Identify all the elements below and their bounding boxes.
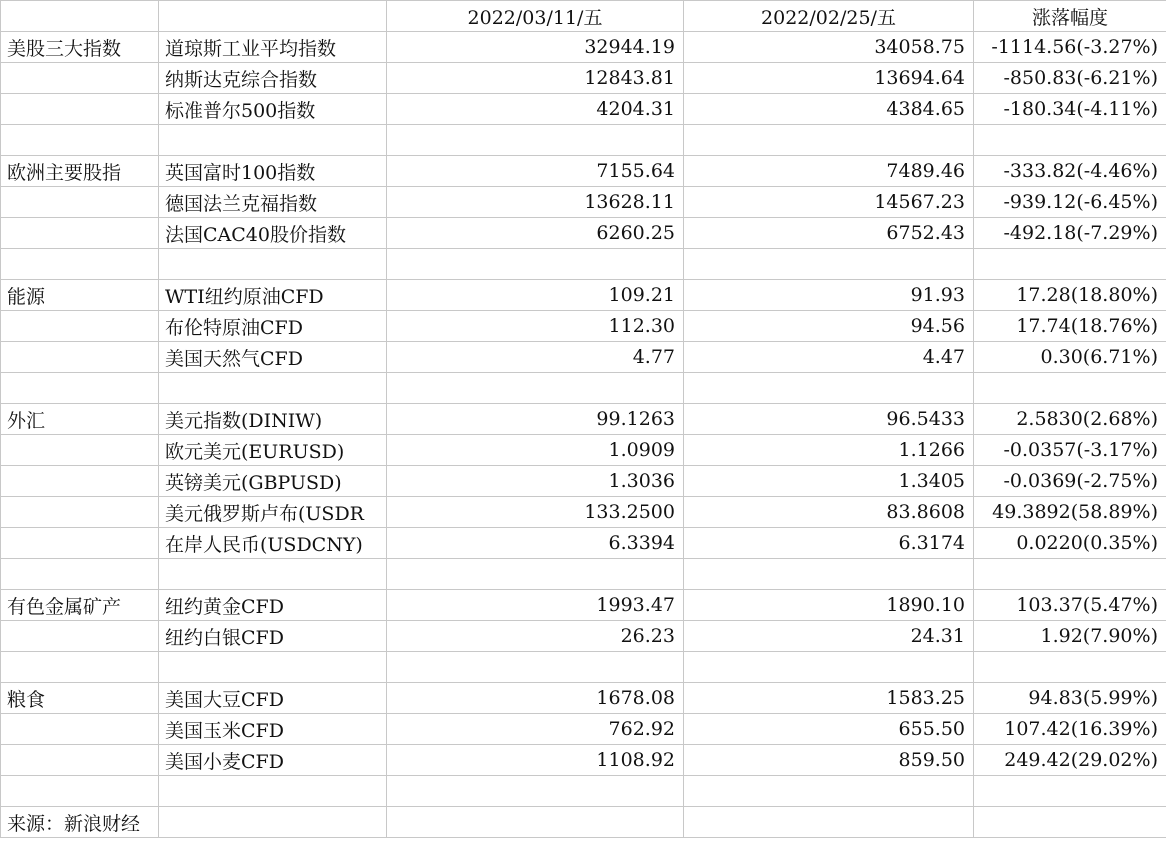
instrument-name: 德国法兰克福指数 xyxy=(159,187,387,218)
empty-cell xyxy=(684,373,974,404)
value-current: 1993.47 xyxy=(387,590,684,621)
table-row xyxy=(1,32,1166,63)
category-cell-empty xyxy=(1,311,159,342)
value-current: 1678.08 xyxy=(387,683,684,714)
table-row xyxy=(1,528,1166,559)
value-current: 109.21 xyxy=(387,280,684,311)
value-change: 2.5830(2.68%) xyxy=(974,404,1166,435)
empty-cell xyxy=(159,559,387,590)
spacer-row xyxy=(1,249,1166,280)
header-date-previous: 2022/02/25/五 xyxy=(684,1,974,32)
category-cell-empty xyxy=(1,94,159,125)
empty-cell xyxy=(1,249,159,280)
value-previous: 94.56 xyxy=(684,311,974,342)
footer-row xyxy=(1,807,1166,838)
value-current: 112.30 xyxy=(387,311,684,342)
empty-cell xyxy=(684,652,974,683)
empty-cell xyxy=(159,652,387,683)
instrument-name: 美国天然气CFD xyxy=(159,342,387,373)
empty-cell xyxy=(387,776,684,807)
instrument-name: 纽约黄金CFD xyxy=(159,590,387,621)
table-row xyxy=(1,187,1166,218)
empty-cell xyxy=(684,249,974,280)
empty-cell xyxy=(1,125,159,156)
instrument-name: 美元指数(DINIW) xyxy=(159,404,387,435)
category-cell: 欧洲主要股指 xyxy=(1,156,159,187)
empty-cell xyxy=(1,652,159,683)
value-current: 26.23 xyxy=(387,621,684,652)
empty-cell xyxy=(387,652,684,683)
instrument-name: 美元俄罗斯卢布(USDR xyxy=(159,497,387,528)
instrument-name: 英国富时100指数 xyxy=(159,156,387,187)
value-current: 133.2500 xyxy=(387,497,684,528)
value-previous: 6752.43 xyxy=(684,218,974,249)
spacer-row xyxy=(1,652,1166,683)
empty-cell xyxy=(159,125,387,156)
category-cell-empty xyxy=(1,497,159,528)
instrument-name: 纳斯达克综合指数 xyxy=(159,63,387,94)
empty-cell xyxy=(159,776,387,807)
value-previous: 91.93 xyxy=(684,280,974,311)
value-change: 17.74(18.76%) xyxy=(974,311,1166,342)
table-row xyxy=(1,435,1166,466)
value-current: 762.92 xyxy=(387,714,684,745)
value-previous: 6.3174 xyxy=(684,528,974,559)
empty-cell xyxy=(974,807,1166,838)
table-row xyxy=(1,745,1166,776)
empty-cell xyxy=(159,373,387,404)
value-change: -850.83(-6.21%) xyxy=(974,63,1166,94)
value-change: -939.12(-6.45%) xyxy=(974,187,1166,218)
instrument-name: 英镑美元(GBPUSD) xyxy=(159,466,387,497)
table-row xyxy=(1,342,1166,373)
category-cell: 外汇 xyxy=(1,404,159,435)
value-change: 0.0220(0.35%) xyxy=(974,528,1166,559)
value-current: 1.3036 xyxy=(387,466,684,497)
value-change: -0.0357(-3.17%) xyxy=(974,435,1166,466)
category-cell: 有色金属矿产 xyxy=(1,590,159,621)
spacer-row xyxy=(1,125,1166,156)
value-previous: 4384.65 xyxy=(684,94,974,125)
header-category-cell xyxy=(1,1,159,32)
category-cell-empty xyxy=(1,63,159,94)
value-previous: 83.8608 xyxy=(684,497,974,528)
empty-cell xyxy=(974,776,1166,807)
category-cell-empty xyxy=(1,466,159,497)
empty-cell xyxy=(684,807,974,838)
table-body xyxy=(1,1,1166,838)
value-previous: 7489.46 xyxy=(684,156,974,187)
empty-cell xyxy=(159,807,387,838)
table-row xyxy=(1,311,1166,342)
value-current: 32944.19 xyxy=(387,32,684,63)
empty-cell xyxy=(684,776,974,807)
value-previous: 14567.23 xyxy=(684,187,974,218)
instrument-name: 美国玉米CFD xyxy=(159,714,387,745)
value-change: 107.42(16.39%) xyxy=(974,714,1166,745)
instrument-name: 法国CAC40股价指数 xyxy=(159,218,387,249)
value-change: 49.3892(58.89%) xyxy=(974,497,1166,528)
value-change: -0.0369(-2.75%) xyxy=(974,466,1166,497)
value-previous: 1.1266 xyxy=(684,435,974,466)
value-change: 0.30(6.71%) xyxy=(974,342,1166,373)
value-current: 1108.92 xyxy=(387,745,684,776)
source-note: 来源：新浪财经 xyxy=(1,807,159,838)
header-name-cell xyxy=(159,1,387,32)
instrument-name: 布伦特原油CFD xyxy=(159,311,387,342)
spacer-row xyxy=(1,776,1166,807)
value-previous: 655.50 xyxy=(684,714,974,745)
value-previous: 1890.10 xyxy=(684,590,974,621)
value-change: -1114.56(-3.27%) xyxy=(974,32,1166,63)
category-cell-empty xyxy=(1,435,159,466)
table-row xyxy=(1,156,1166,187)
value-change: -333.82(-4.46%) xyxy=(974,156,1166,187)
table-row xyxy=(1,590,1166,621)
table-row xyxy=(1,621,1166,652)
value-change: -180.34(-4.11%) xyxy=(974,94,1166,125)
category-cell: 美股三大指数 xyxy=(1,32,159,63)
value-current: 13628.11 xyxy=(387,187,684,218)
empty-cell xyxy=(1,373,159,404)
value-current: 12843.81 xyxy=(387,63,684,94)
instrument-name: WTI纽约原油CFD xyxy=(159,280,387,311)
instrument-name: 道琼斯工业平均指数 xyxy=(159,32,387,63)
table-row xyxy=(1,466,1166,497)
instrument-name: 标准普尔500指数 xyxy=(159,94,387,125)
empty-cell xyxy=(387,807,684,838)
table-row xyxy=(1,404,1166,435)
value-previous: 96.5433 xyxy=(684,404,974,435)
table-row xyxy=(1,280,1166,311)
empty-cell xyxy=(974,559,1166,590)
category-cell-empty xyxy=(1,745,159,776)
empty-cell xyxy=(387,373,684,404)
instrument-name: 美国大豆CFD xyxy=(159,683,387,714)
category-cell-empty xyxy=(1,528,159,559)
value-change: 1.92(7.90%) xyxy=(974,621,1166,652)
value-change: 103.37(5.47%) xyxy=(974,590,1166,621)
category-cell-empty xyxy=(1,218,159,249)
value-previous: 1.3405 xyxy=(684,466,974,497)
value-change: 249.42(29.02%) xyxy=(974,745,1166,776)
table-row xyxy=(1,218,1166,249)
empty-cell xyxy=(974,373,1166,404)
empty-cell xyxy=(387,559,684,590)
value-current: 6260.25 xyxy=(387,218,684,249)
instrument-name: 美国小麦CFD xyxy=(159,745,387,776)
category-cell-empty xyxy=(1,342,159,373)
category-cell-empty xyxy=(1,621,159,652)
value-previous: 34058.75 xyxy=(684,32,974,63)
header-date-current: 2022/03/11/五 xyxy=(387,1,684,32)
table-row xyxy=(1,497,1166,528)
empty-cell xyxy=(1,559,159,590)
empty-cell xyxy=(974,652,1166,683)
category-cell: 能源 xyxy=(1,280,159,311)
instrument-name: 欧元美元(EURUSD) xyxy=(159,435,387,466)
empty-cell xyxy=(1,776,159,807)
empty-cell xyxy=(684,559,974,590)
table-row xyxy=(1,683,1166,714)
empty-cell xyxy=(684,125,974,156)
value-change: 17.28(18.80%) xyxy=(974,280,1166,311)
value-change: -492.18(-7.29%) xyxy=(974,218,1166,249)
value-previous: 4.47 xyxy=(684,342,974,373)
header-change: 涨落幅度 xyxy=(974,1,1166,32)
empty-cell xyxy=(159,249,387,280)
value-current: 6.3394 xyxy=(387,528,684,559)
table-row xyxy=(1,63,1166,94)
instrument-name: 纽约白银CFD xyxy=(159,621,387,652)
category-cell: 粮食 xyxy=(1,683,159,714)
table-row xyxy=(1,714,1166,745)
value-current: 4204.31 xyxy=(387,94,684,125)
empty-cell xyxy=(387,125,684,156)
empty-cell xyxy=(974,249,1166,280)
category-cell-empty xyxy=(1,714,159,745)
spacer-row xyxy=(1,373,1166,404)
value-current: 1.0909 xyxy=(387,435,684,466)
value-previous: 13694.64 xyxy=(684,63,974,94)
value-previous: 1583.25 xyxy=(684,683,974,714)
instrument-name: 在岸人民币(USDCNY) xyxy=(159,528,387,559)
header-row xyxy=(1,1,1166,32)
value-current: 99.1263 xyxy=(387,404,684,435)
value-change: 94.83(5.99%) xyxy=(974,683,1166,714)
value-previous: 24.31 xyxy=(684,621,974,652)
value-current: 7155.64 xyxy=(387,156,684,187)
category-cell-empty xyxy=(1,187,159,218)
empty-cell xyxy=(974,125,1166,156)
value-previous: 859.50 xyxy=(684,745,974,776)
table-row xyxy=(1,94,1166,125)
spacer-row xyxy=(1,559,1166,590)
value-current: 4.77 xyxy=(387,342,684,373)
empty-cell xyxy=(387,249,684,280)
